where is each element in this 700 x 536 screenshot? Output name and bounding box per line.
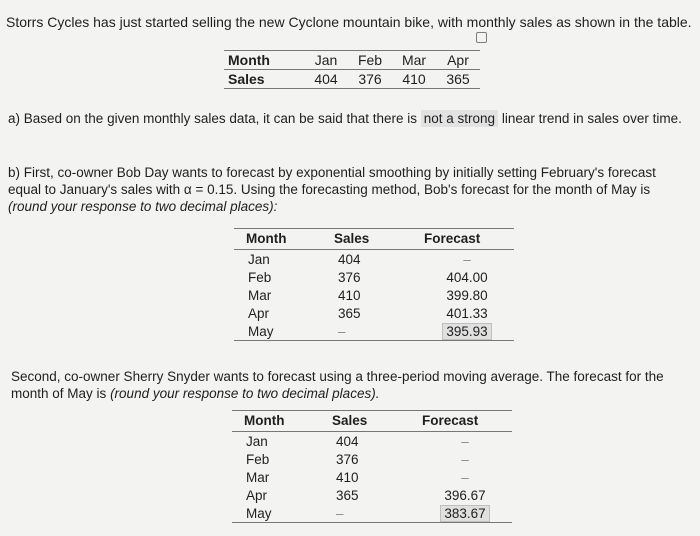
monthly-sales-table <box>224 50 480 89</box>
table-row <box>234 268 514 286</box>
sales-cell: 410 <box>336 469 359 485</box>
table-row <box>234 250 514 269</box>
header-sales: Sales <box>320 411 418 432</box>
sales-cell: – <box>320 504 418 523</box>
month-cell: Apr <box>436 51 480 70</box>
month-cell: Apr <box>248 305 270 321</box>
intro-text: Storrs Cycles has just started selling the new Cyclone mountain bike, with monthly sales as shown in the table. <box>6 14 692 30</box>
header-forecast: Forecast <box>418 411 512 432</box>
header-forecast: Forecast <box>420 229 514 250</box>
question-a-text-before: a) Based on the given monthly sales data, it can be said that there is <box>8 111 417 126</box>
trend-answer-dropdown[interactable]: not a strong <box>421 110 498 127</box>
moving-average-table <box>232 410 512 523</box>
table-header <box>234 229 514 250</box>
may-moving-average-answer-input[interactable]: 383.67 <box>440 505 489 522</box>
month-cell: Feb <box>246 451 270 467</box>
sales-cell: 365 <box>436 70 480 89</box>
table-row <box>232 486 512 504</box>
question-b-note: (round your response to two decimal places): <box>8 199 278 214</box>
forecast-cell: 401.33 <box>446 305 488 321</box>
sales-cell: 365 <box>338 305 361 321</box>
forecast-answer-cell <box>418 504 512 523</box>
table-row <box>232 450 512 468</box>
question-a <box>8 110 688 127</box>
question-c-note: (round your response to two decimal places). <box>110 386 380 401</box>
forecast-answer-cell <box>420 322 514 341</box>
month-cell: Jan <box>248 251 270 267</box>
month-cell: Apr <box>246 487 268 503</box>
question-c-text: Second, co-owner Sherry Snyder wants to forecast using a three-period moving average. The forecast for the month of May is <box>11 369 664 401</box>
sales-cell: 365 <box>336 487 359 503</box>
header-month: Month <box>234 229 322 250</box>
forecast-cell: 396.67 <box>444 487 486 503</box>
month-cell: Mar <box>392 51 436 70</box>
month-row <box>224 51 480 70</box>
row-label-sales: Sales <box>224 70 304 89</box>
month-cell: Feb <box>248 269 272 285</box>
table-row <box>234 304 514 322</box>
sales-cell: 404 <box>304 70 348 89</box>
question-c <box>11 368 681 402</box>
month-cell: Mar <box>248 287 272 303</box>
sales-row <box>224 70 480 89</box>
sales-cell: – <box>322 322 420 341</box>
month-cell: Jan <box>246 433 268 449</box>
question-a-text-after: linear trend in sales over time. <box>501 111 682 126</box>
forecast-cell: – <box>463 251 471 267</box>
question-b-text: b) First, co-owner Bob Day wants to forecast by exponential smoothing by initially setting February's forecast equal to January's sales with α = 0.15. Using the forecasting method, Bob's forecast for the month of May is <box>8 165 656 197</box>
sales-cell: 410 <box>338 287 361 303</box>
month-cell: May <box>232 504 320 523</box>
forecast-cell: 404.00 <box>446 269 488 285</box>
table-row <box>232 432 512 451</box>
small-square-icon <box>476 32 487 43</box>
question-b <box>8 164 683 215</box>
forecast-cell: – <box>461 469 469 485</box>
sales-cell: 376 <box>348 70 392 89</box>
sales-cell: 404 <box>336 433 359 449</box>
forecast-cell: – <box>461 451 469 467</box>
sales-cell: 376 <box>336 451 359 467</box>
table-row <box>234 286 514 304</box>
table-header <box>232 411 512 432</box>
month-cell: Feb <box>348 51 392 70</box>
row-label-month: Month <box>224 51 304 70</box>
sales-cell: 410 <box>392 70 436 89</box>
forecast-cell: 399.80 <box>446 287 488 303</box>
may-forecast-answer-input[interactable]: 395.93 <box>442 323 491 340</box>
sales-cell: 404 <box>338 251 361 267</box>
sales-cell: 376 <box>338 269 361 285</box>
table-row <box>232 504 512 523</box>
forecast-cell: – <box>461 433 469 449</box>
exponential-smoothing-table <box>234 228 514 341</box>
month-cell: May <box>234 322 322 341</box>
header-sales: Sales <box>322 229 420 250</box>
table-row <box>234 322 514 341</box>
month-cell: Jan <box>304 51 348 70</box>
month-cell: Mar <box>246 469 270 485</box>
table-row <box>232 468 512 486</box>
header-month: Month <box>232 411 320 432</box>
